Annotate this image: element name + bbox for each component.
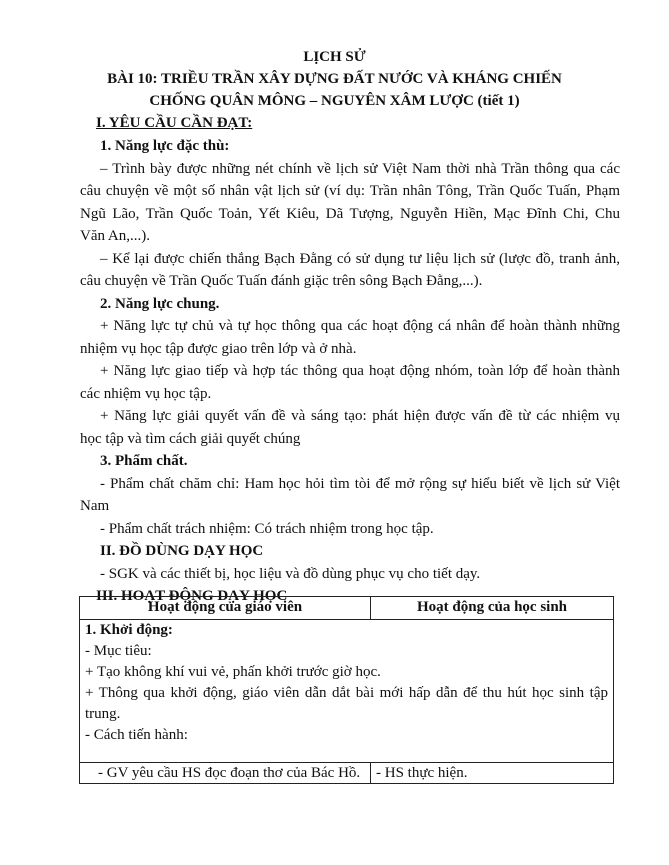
paragraph-line: + Năng lực giải quyết vấn đề và sáng tạo: phát hiện được vấn đề từ các nhiệm vụ [100,408,620,424]
paragraph-line: học tập và tìm cách giải quyết chúng [80,431,301,447]
table-row [80,763,614,784]
startup-line: - Cách tiến hành: [85,727,188,743]
paragraph-line: Ngũ Lão, Trần Quốc Toản, Yết Kiêu, Dã Tượng, Nguyễn Hiền, Mạc Đĩnh Chi, Chu [80,206,620,222]
paragraph-line: – Trình bày được những nét chính về lịch sử Việt Nam thời nhà Trần thông qua các [100,161,620,177]
startup-line: - Mục tiêu: [85,643,152,659]
section-2-heading: II. ĐỒ DÙNG DẠY HỌC [100,543,264,559]
startup-section-cell [80,620,614,763]
subsection-3-heading: 3. Phẩm chất. [100,453,188,469]
paragraph-line: Văn An,...). [80,228,150,244]
subsection-1-heading: 1. Năng lực đặc thù: [100,138,230,154]
section-3-heading: III. HOẠT ĐỘNG DẠY HỌC [96,588,288,604]
paragraph-line: + Năng lực tự chủ và tự học thông qua các hoạt động cá nhân để hoàn thành những [100,318,620,334]
startup-line: trung. [85,706,121,722]
table-row [80,620,614,763]
startup-heading: 1. Khởi động: [85,622,173,638]
startup-line: + Thông qua khởi động, giáo viên dẫn dắt bài mới hấp dẫn để thu hút học sinh tập [85,685,608,701]
startup-line: + Tạo không khí vui vẻ, phấn khởi trước giờ học. [85,664,381,680]
lesson-title-line-1: BÀI 10: TRIỀU TRẦN XÂY DỰNG ĐẤT NƯỚC VÀ KHÁNG CHIẾN [107,71,562,87]
paragraph-line: - Phẩm chất trách nhiệm: Có trách nhiệm trong học tập. [100,521,434,537]
paragraph-line: các nhiệm vụ học tập. [80,386,212,402]
paragraph-line: + Năng lực giao tiếp và hợp tác thông qua hoạt động nhóm, toàn lớp để hoàn thành [100,363,620,379]
teacher-column-header: Hoạt động của giáo viên [80,597,371,620]
paragraph-line: – Kể lại được chiến thắng Bạch Đằng có sử dụng tư liệu lịch sử (lược đồ, tranh ảnh, [100,251,620,267]
paragraph-line: câu chuyện về Trần Quốc Tuấn đánh giặc trên sông Bạch Đằng,...). [80,273,483,289]
lesson-title-line-2: CHỐNG QUÂN MÔNG – NGUYÊN XÂM LƯỢC (tiết 1) [149,93,520,109]
paragraph-line: nhiệm vụ học tập được giao trên lớp và ở nhà. [80,341,357,357]
lesson-activities-table [79,596,614,784]
subsection-2-heading: 2. Năng lực chung. [100,296,220,312]
table-header-row [80,597,614,620]
paragraph-line: Nam [80,498,110,514]
paragraph-line: - Phẩm chất chăm chỉ: Ham học hỏi tìm tòi để mở rộng sự hiểu biết về lịch sử Việt [100,476,620,492]
section-1-heading: I. YÊU CẦU CẦN ĐẠT: [96,115,253,131]
student-column-header: Hoạt động của học sinh [371,597,614,620]
student-activity-cell: - HS thực hiện. [371,763,614,784]
paragraph-line: - SGK và các thiết bị, học liệu và đồ dùng phục vụ cho tiết dạy. [100,566,481,582]
paragraph-line: câu chuyện về một số nhân vật lịch sử (ví dụ: Trần nhân Tông, Trần Quốc Tuấn, Phạm [80,183,620,199]
subject-title: LỊCH SỬ [303,49,366,65]
teacher-activity-cell: - GV yêu cầu HS đọc đoạn thơ của Bác Hồ. [80,763,371,784]
